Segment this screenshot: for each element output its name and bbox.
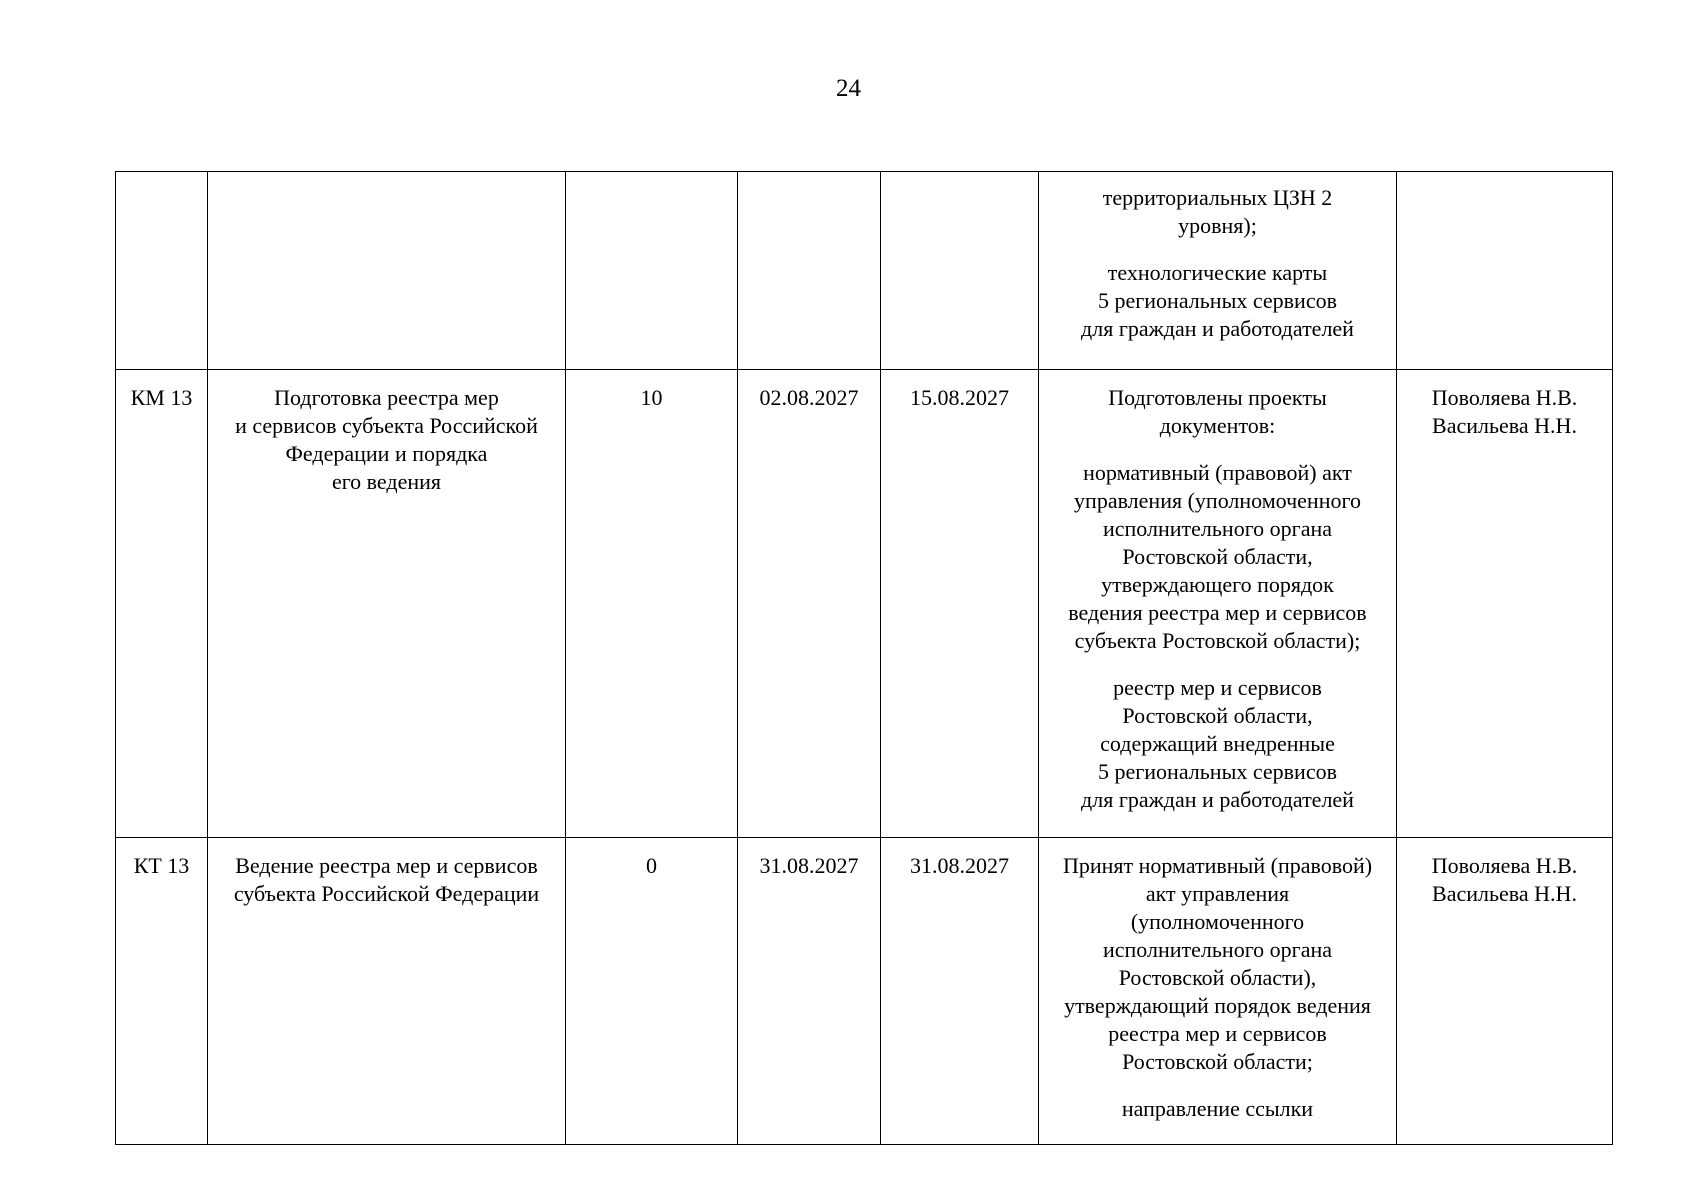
row-responsible [1397,172,1613,370]
page-number: 24 [836,75,861,102]
row-start-date [738,172,881,370]
row-result [1039,838,1397,1145]
row-name: Подготовка реестра мер и сервисов субъекта Российской Федерации и порядка его ведения [208,370,566,838]
row-code: КТ 13 [116,838,208,1145]
result-paragraph: реестр мер и сервисов Ростовской области, содержащий внедренные 5 региональных сервисов для граждан и работодателей [1081,675,1354,812]
row-end-date: 31.08.2027 [881,838,1039,1145]
row-code [116,172,208,370]
row-code: КМ 13 [116,370,208,838]
row-end-date [881,172,1039,370]
row-responsible: Поволяева Н.В. Васильева Н.Н. [1397,370,1613,838]
row-name: Ведение реестра мер и сервисов субъекта Российской Федерации [208,838,566,1145]
result-paragraph: Принят нормативный (правовой) акт управления (уполномоченного исполнительного органа Ростовской области), утверждающий порядок ведения реестра мер и сервисов Ростовской области; [1062,853,1373,1074]
result-paragraph: территориальных ЦЗН 2 уровня); [1102,185,1333,238]
row-name [208,172,566,370]
row-end-date: 15.08.2027 [881,370,1039,838]
row-result [1039,172,1397,370]
row-start-date: 02.08.2027 [738,370,881,838]
row-value: 0 [566,838,738,1145]
table-row [116,370,1613,838]
row-value [566,172,738,370]
result-paragraph: нормативный (правовой) акт управления (уполномоченного исполнительного органа Ростовской области, утверждающего порядок ведения реестра мер и сервисов субъекта Ростовской области); [1068,460,1367,653]
result-paragraph: технологические карты 5 региональных сервисов для граждан и работодателей [1081,260,1354,341]
table-row [116,838,1613,1145]
table-row [116,172,1613,370]
row-result [1039,370,1397,838]
plan-table [115,171,1613,1145]
row-responsible: Поволяева Н.В. Васильева Н.Н. [1397,838,1613,1145]
row-value: 10 [566,370,738,838]
result-paragraph: направление ссылки [1121,1096,1314,1121]
row-start-date: 31.08.2027 [738,838,881,1145]
result-paragraph: Подготовлены проекты документов: [1108,385,1327,438]
